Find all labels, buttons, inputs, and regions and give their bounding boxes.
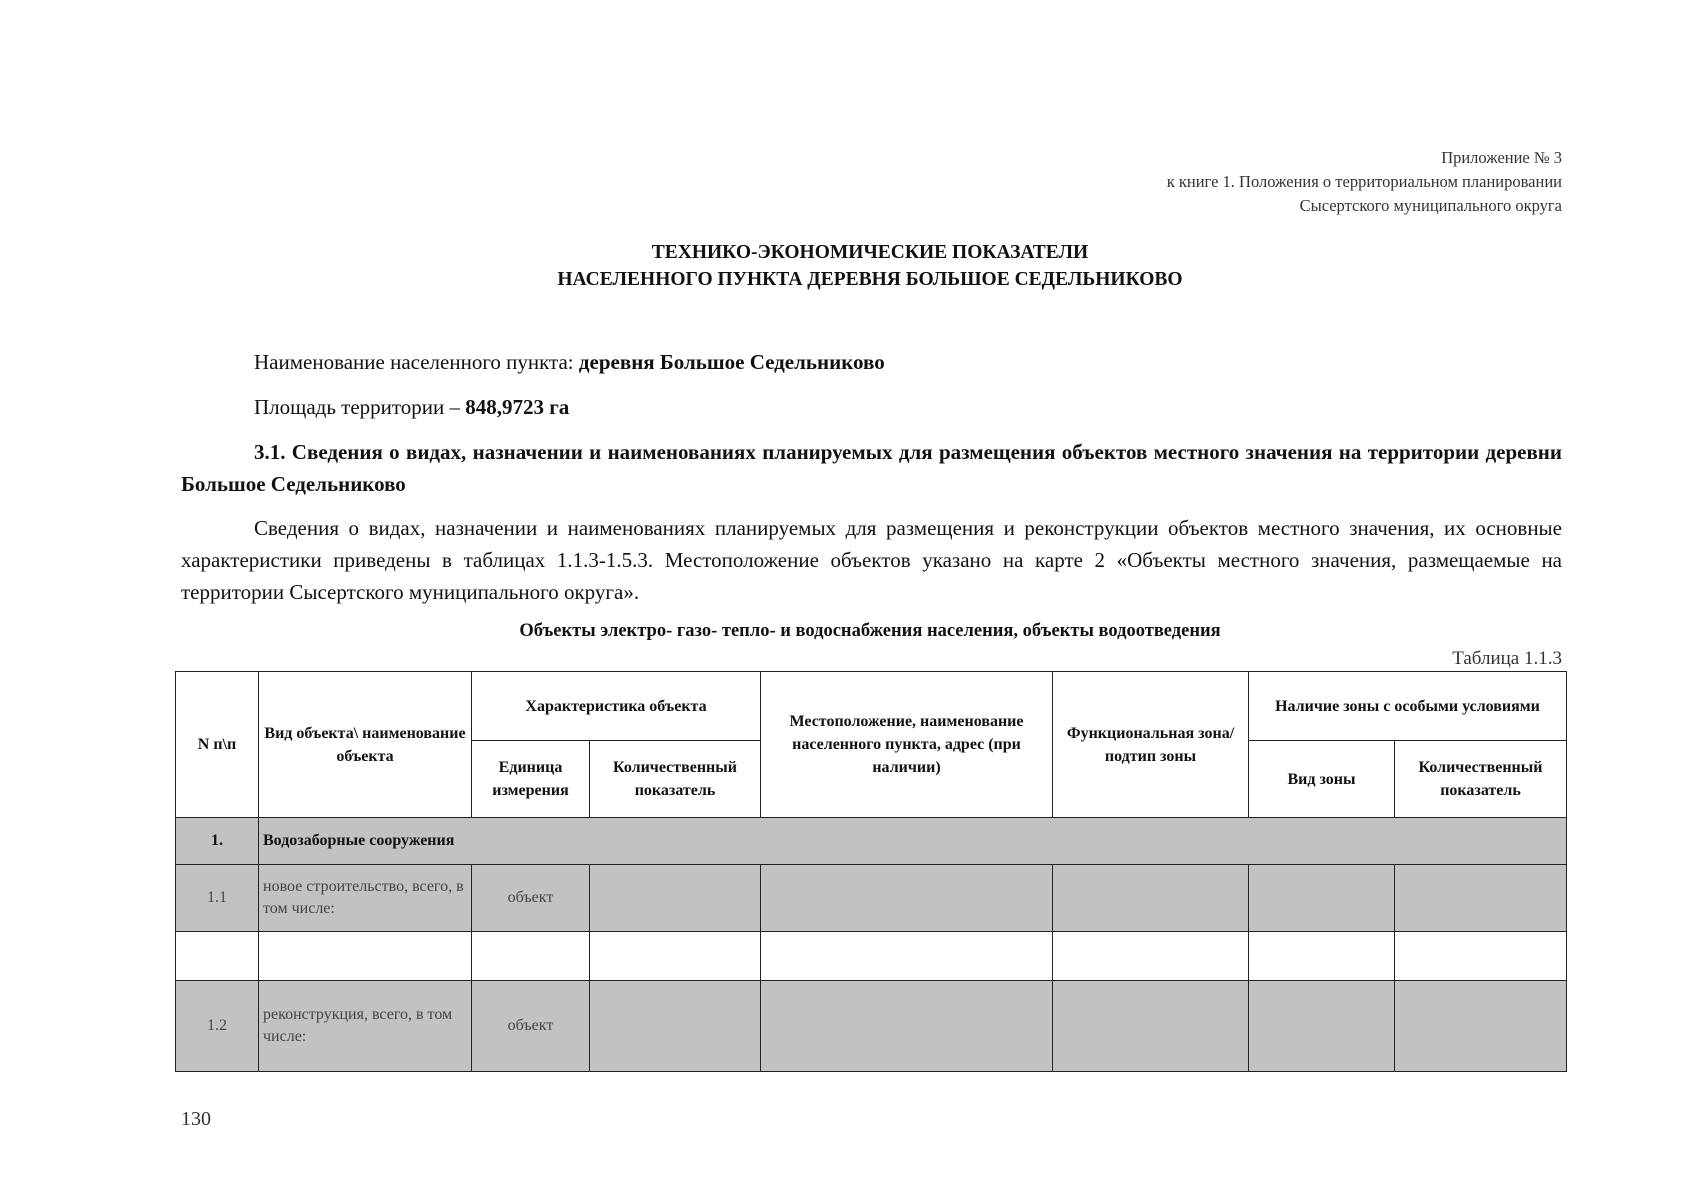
- table-section-row: [176, 818, 1567, 865]
- area-label: Площадь территории –: [254, 395, 466, 419]
- table-header-row-1: [176, 672, 1567, 741]
- row-name: новое строительство, всего, в том числе:: [259, 865, 472, 932]
- row-zone-kind: [1249, 865, 1395, 932]
- appendix-line-2: к книге 1. Положения о территориальном планировании: [1166, 172, 1562, 191]
- header-num: N п\п: [176, 672, 259, 818]
- row-zone-quantity: [1395, 981, 1567, 1072]
- page-number: 130: [181, 1108, 211, 1130]
- section-heading: 3.1. Сведения о видах, назначении и наименованиях планируемых для размещения объектов местного значения на территории деревни Большое Седельниково: [181, 440, 1562, 496]
- section-num: 1.: [176, 818, 259, 865]
- header-quantity: Количественный показатель: [590, 741, 761, 818]
- table-row: [176, 981, 1567, 1072]
- row-zone-kind: [1249, 981, 1395, 1072]
- row-num: 1.1: [176, 865, 259, 932]
- row-zone: [1053, 865, 1249, 932]
- table-caption: Объекты электро- газо- тепло- и водоснабжения населения, объекты водоотведения: [519, 621, 1221, 641]
- row-zone-quantity: [1395, 865, 1567, 932]
- row-name: реконструкция, всего, в том числе:: [259, 981, 472, 1072]
- row-unit: объект: [472, 981, 590, 1072]
- row-num: 1.2: [176, 981, 259, 1072]
- row-zone: [1053, 981, 1249, 1072]
- row-quantity: [590, 981, 761, 1072]
- row-location: [761, 981, 1053, 1072]
- title-line-1: ТЕХНИКО-ЭКОНОМИЧЕСКИЕ ПОКАЗАТЕЛИ: [651, 242, 1089, 263]
- row-quantity: [590, 865, 761, 932]
- row-unit: объект: [472, 865, 590, 932]
- row-location: [761, 865, 1053, 932]
- table-number: Таблица 1.1.3: [1452, 648, 1562, 669]
- area-line: [181, 391, 1562, 423]
- appendix-line-1: Приложение № 3: [1441, 148, 1562, 167]
- header-special-zone: Наличие зоны с особыми условиями: [1249, 672, 1567, 741]
- header-zone-kind: Вид зоны: [1249, 741, 1395, 818]
- header-unit: Единица измерения: [472, 741, 590, 818]
- settlement-name-label: Наименование населенного пункта:: [254, 350, 579, 374]
- settlement-name-value: деревня Большое Седельниково: [578, 350, 885, 374]
- appendix-line-3: Сысертского муниципального округа: [1299, 196, 1562, 215]
- header-kind: Вид объекта\ наименование объекта: [259, 672, 472, 818]
- header-location: Местоположение, наименование населенного пункта, адрес (при наличии): [761, 672, 1053, 818]
- area-value: 848,9723 га: [465, 395, 570, 419]
- table-row-empty: [176, 932, 1567, 981]
- appendix-note: [1167, 146, 1562, 218]
- indicators-table: [175, 671, 1567, 1072]
- table-row: [176, 865, 1567, 932]
- document-title: [0, 239, 1698, 293]
- section-name: Водозаборные сооружения: [259, 818, 1567, 865]
- header-zone-quantity: Количественный показатель: [1395, 741, 1567, 818]
- settlement-name-line: [181, 346, 1562, 378]
- header-characteristic: Характеристика объекта: [472, 672, 761, 741]
- header-zone: Функциональная зона/ подтип зоны: [1053, 672, 1249, 818]
- body-paragraph: Сведения о видах, назначении и наименованиях планируемых для размещения и реконструкции объектов местного значения, их основные характеристики приведены в таблицах 1.1.3-1.5.3. Местоположение объектов указано на карте 2 «Объекты местного значения, размещаемые на территории Сысертского муниципального округа».: [181, 516, 1562, 604]
- title-line-2: НАСЕЛЕННОГО ПУНКТА ДЕРЕВНЯ БОЛЬШОЕ СЕДЕЛЬНИКОВО: [557, 269, 1183, 290]
